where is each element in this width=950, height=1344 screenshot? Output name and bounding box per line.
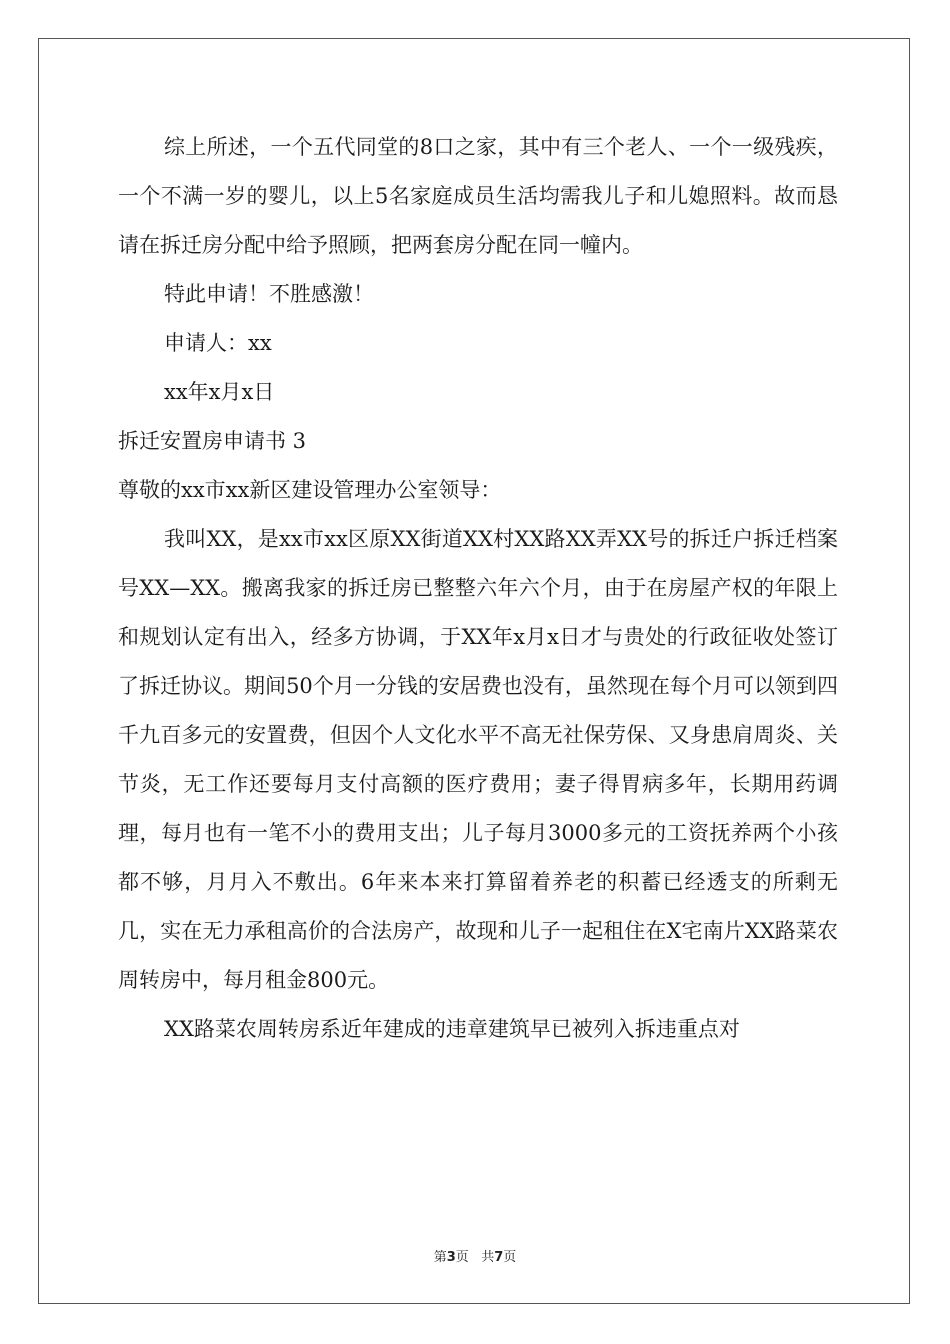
footer-page-suffix: 页 (455, 1250, 469, 1265)
salutation: 尊敬的xx市xx新区建设管理办公室领导： (118, 478, 502, 502)
date-line: xx年x月x日 (164, 380, 275, 404)
footer-prefix: 第 (433, 1250, 447, 1265)
paragraph-continued: XX路菜农周转房系近年建成的违章建筑早已被列入拆违重点对 (164, 1017, 740, 1041)
footer-total-pages: 7 (494, 1250, 504, 1265)
paragraph-body: 我叫XX，是xx市xx区原XX街道XX村XX路XX弄XX号的拆迁户拆迁档案号XX—XX。搬离我家的拆迁房已整整六年六个月，由于在房屋产权的年限上和规划认定有出入，经多方协调，于XX年x月x日才与贵处的行政征收处签订了拆迁协议。期间50个月一分钱的安居费也没有，虽然现在每个月可以领到四千九百多元的安置费，但因个人文化水平不高无社保劳保、又身患肩周炎、关节炎，无工作还要每月支付高额的医疗费用；妻子得胃病多年，长期用药调理，每月也有一笔不小的费用支出；儿子每月3000多元的工资抚养两个小孩都不够，月月入不敷出。6年来本来打算留着养老的积蓄已经透支的所剩无几，实在无力承租高价的合法房产，故现和儿子一起租住在X宅南片XX路菜农周转房中，每月租金800元。 (118, 527, 838, 992)
paragraph-closing: 特此申请！不胜感激！ (164, 282, 374, 306)
applicant-line: 申请人：xx (164, 331, 272, 355)
section-title: 拆迁安置房申请书 3 (118, 429, 307, 453)
page-footer (0, 1246, 950, 1265)
footer-total-prefix: 共 (481, 1250, 495, 1265)
document-body (118, 123, 838, 1054)
footer-page-number: 3 (446, 1250, 456, 1265)
footer-total-suffix: 页 (503, 1250, 517, 1265)
paragraph-summary: 综上所述，一个五代同堂的8口之家，其中有三个老人、一个一级残疾，一个不满一岁的婴儿，以上5名家庭成员生活均需我儿子和儿媳照料。故而恳请在拆迁房分配中给予照顾，把两套房分配在同一幢内。 (118, 135, 838, 257)
